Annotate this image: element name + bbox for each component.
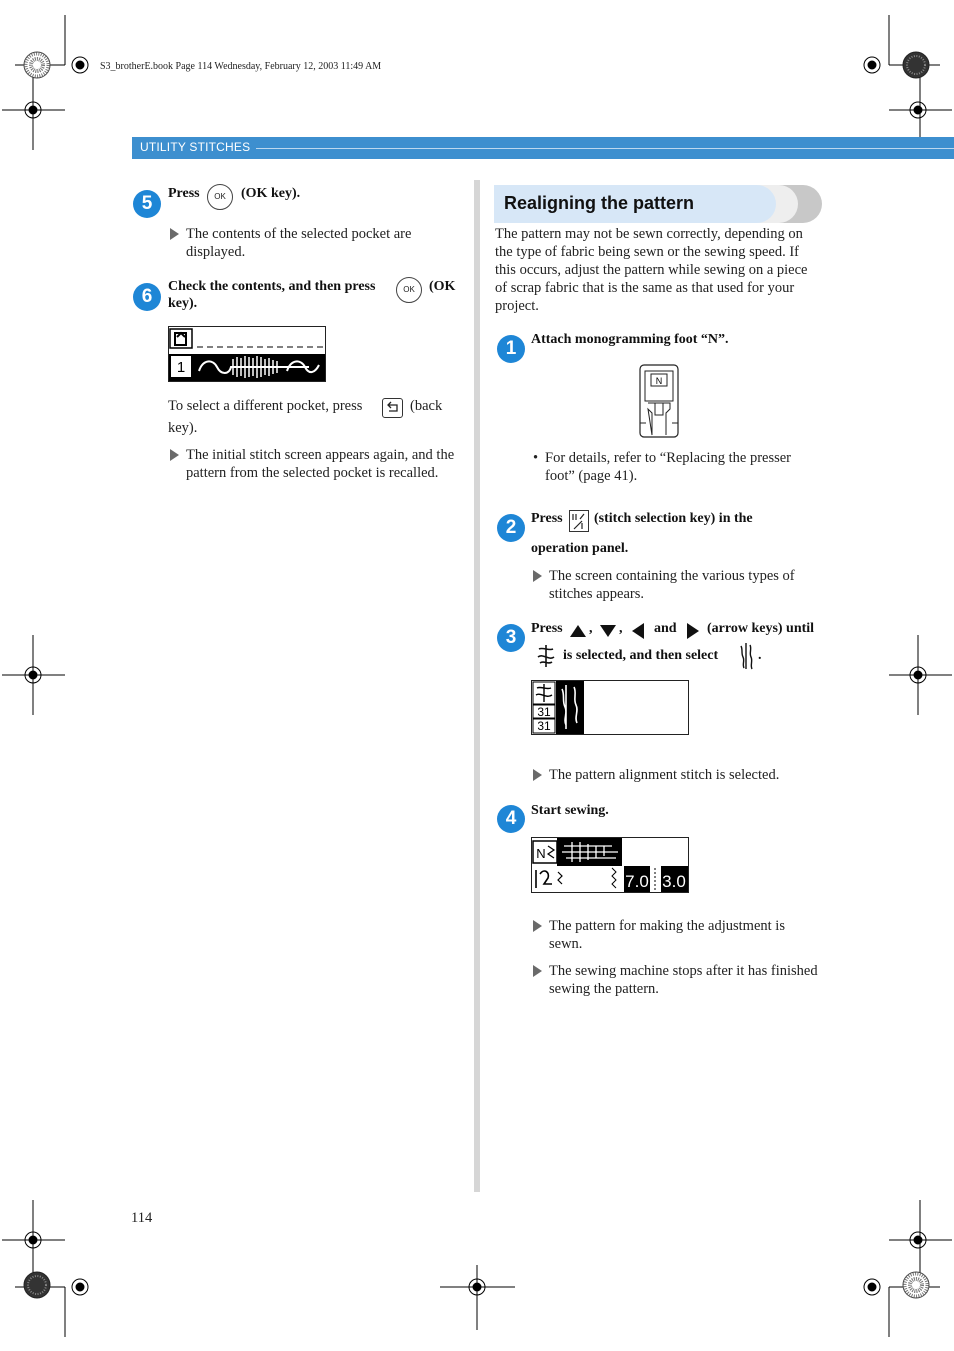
intro-paragraph: The pattern may not be sewn correctly, depending on the type of fabric being sewn or the sewing speed. If this occurs, adjust the pattern while sewing on a piece of scrap fabric that is the same as that used for your project. (495, 226, 808, 314)
lcd-stitch-length: 3.0 (662, 872, 686, 891)
result-arrow-icon (533, 965, 542, 977)
result-arrow-icon (533, 570, 542, 582)
back-instruction-b: (back (410, 398, 443, 414)
crop-mark-bottom-right (889, 1200, 952, 1337)
column-divider (474, 180, 480, 1192)
step3-instruction-b: is selected, and then select (563, 648, 719, 663)
step3-comma-1: , (589, 621, 593, 636)
step5-result: The contents of the selected pocket are displayed. (186, 226, 412, 260)
page-number: 114 (131, 1210, 153, 1226)
step3-instruction-a: (arrow keys) until (707, 621, 815, 636)
step2-instruction-a: (stitch selection key) in the (594, 511, 753, 526)
section-header-rule (256, 148, 954, 149)
arrow-up-key-icon (569, 624, 587, 638)
step4-result-2: The sewing machine stops after it has finished sewing the pattern. (549, 963, 818, 997)
step4-result-1: The pattern for making the adjustment is sewn. (549, 918, 785, 952)
pocket-contents-display (169, 327, 325, 381)
step-number-5: 5 (133, 190, 161, 218)
step-number-2: 2 (497, 514, 525, 542)
lcd-foot-letter: N (536, 846, 546, 861)
crop-mark-bottom-left (2, 1200, 65, 1337)
presser-foot-n-image (638, 363, 680, 444)
step3-press-label: Press (531, 621, 563, 636)
stitch-selection-key-icon (569, 510, 589, 532)
step-number-3: 3 (497, 624, 525, 652)
lcd-pocket-number: 1 (176, 359, 186, 376)
back-instruction-c: key). (168, 420, 198, 436)
step5-ok-key-label: (OK key). (241, 186, 301, 201)
lcd-stitch-width: 7.0 (625, 872, 649, 891)
decorative-stitch-category-icon (535, 643, 557, 669)
section-heading: Realigning the pattern (504, 193, 695, 213)
sewing-status-lcd (531, 837, 689, 893)
arrow-left-key-icon (631, 622, 645, 640)
back-instruction-a: To select a different pocket, press (168, 398, 363, 414)
back-result: The initial stitch screen appears again, and the pattern from the selected pocket is recalled. (186, 447, 455, 481)
crop-mark-bottom-center (440, 1265, 515, 1330)
step4-instruction: Start sewing. (531, 803, 609, 818)
ok-key-icon: OK (396, 277, 422, 303)
book-info-header: S3_brotherE.book Page 114 Wednesday, February 12, 2003 11:49 AM (100, 61, 382, 72)
step-number-4: 4 (497, 805, 525, 833)
step3-period: . (758, 648, 762, 663)
result-arrow-icon (170, 449, 179, 461)
crop-mark-top-right (889, 15, 952, 150)
step1-instruction: Attach monogramming foot “N”. (531, 332, 729, 347)
crop-mark-top-left (2, 15, 65, 150)
section-title: UTILITY STITCHES (140, 140, 251, 154)
step2-result: The screen containing the various types of stitches appears. (549, 568, 795, 602)
stitch-selection-display (532, 681, 688, 734)
step6-instruction: Check the contents, and then press (168, 279, 376, 294)
pattern-alignment-stitch-icon (736, 641, 756, 671)
step1-bullet-dot: • (533, 450, 539, 466)
step1-bullet: For details, refer to “Replacing the presser foot” (page 41). (545, 450, 792, 484)
pocket-contents-lcd (168, 326, 326, 382)
back-key-icon (382, 398, 403, 418)
stitch-selection-lcd (531, 680, 689, 735)
arrow-down-key-icon (599, 624, 617, 638)
step6-ok-label-b: key). (168, 296, 198, 311)
step6-ok-label-a: (OK (429, 279, 456, 294)
lcd-stitch-number-1: 31 (537, 705, 551, 719)
step2-press-label: Press (531, 511, 563, 526)
foot-letter-label: N (655, 376, 663, 386)
result-arrow-icon (533, 920, 542, 932)
result-arrow-icon (170, 228, 179, 240)
step5-press-label: Press (168, 186, 200, 201)
step-number-6: 6 (133, 283, 161, 311)
step3-result: The pattern alignment stitch is selected. (549, 767, 780, 783)
result-arrow-icon (533, 769, 542, 781)
ok-key-icon: OK (207, 184, 233, 210)
step3-comma-2: , (619, 621, 623, 636)
arrow-right-key-icon (686, 622, 700, 640)
step3-and-label: and (654, 621, 677, 636)
step-number-1: 1 (497, 335, 525, 363)
sewing-status-display (532, 838, 688, 892)
step2-instruction-b: operation panel. (531, 541, 629, 556)
lcd-stitch-number-2: 31 (537, 719, 551, 733)
